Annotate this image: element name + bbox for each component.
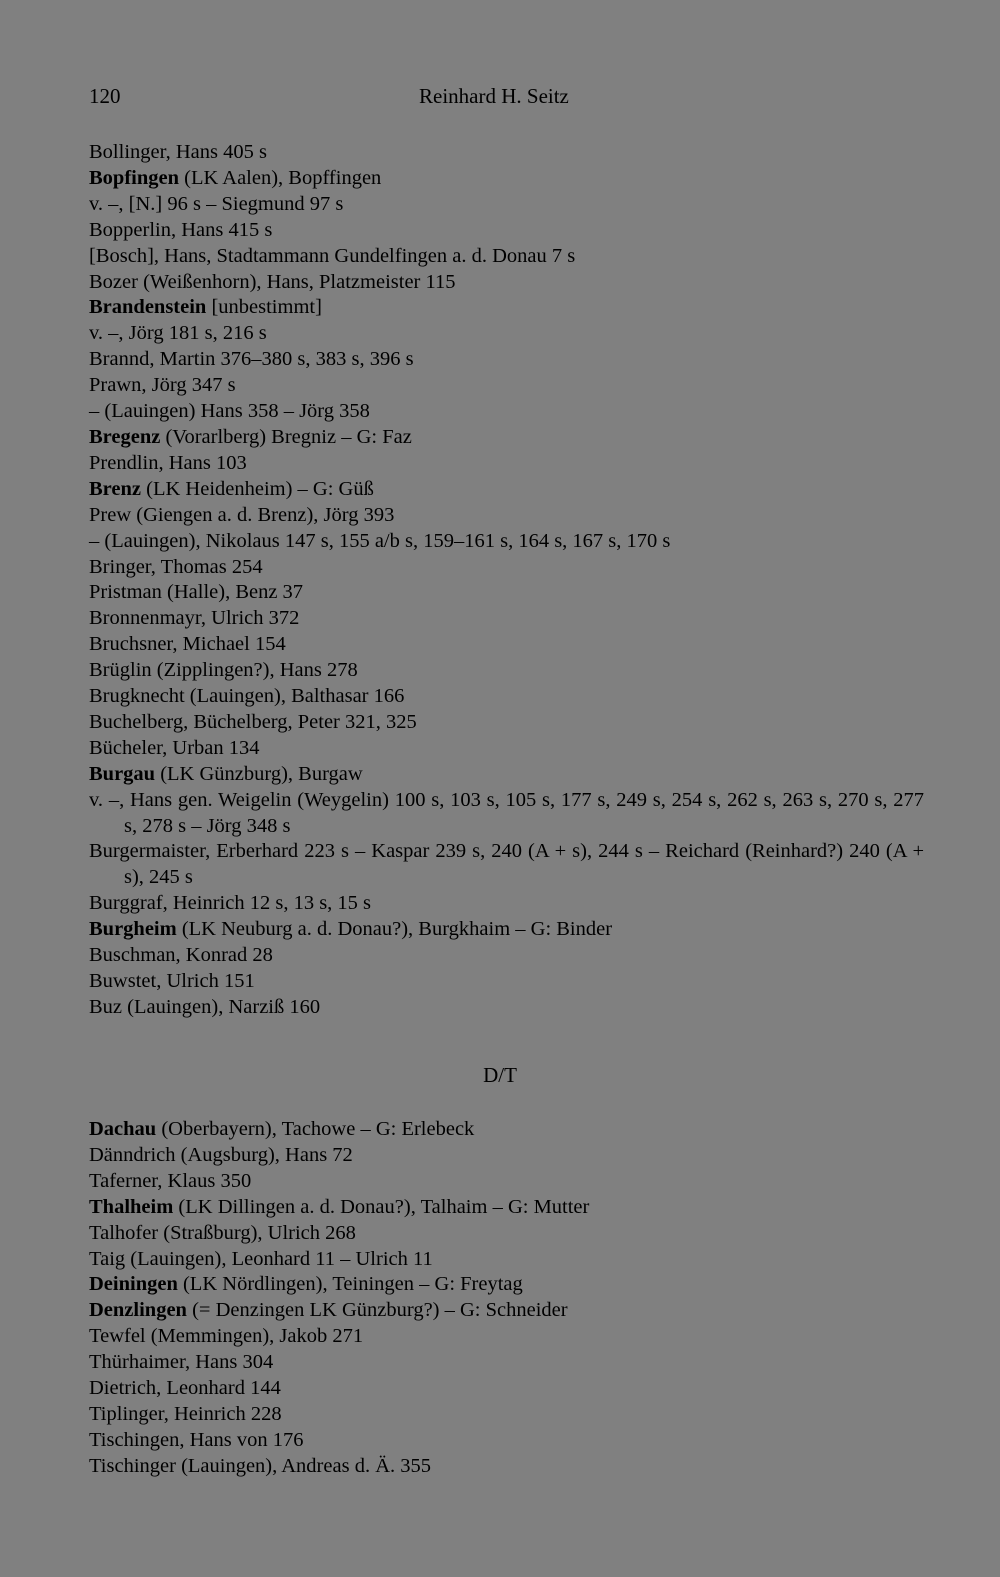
index-entry-text: Tewfel (Memmingen), Jakob 271 <box>89 1325 364 1348</box>
index-entry <box>89 373 924 399</box>
index-entry <box>89 218 924 244</box>
index-entry-text: (LK Dillingen a. d. Donau?), Talhaim – G: Mutter <box>173 1195 590 1218</box>
index-entry-text: Bücheler, Urban 134 <box>89 736 260 759</box>
index-entry <box>89 451 924 477</box>
index-entry-text: Bozer (Weißenhorn), Hans, Platzmeister 115 <box>89 270 456 293</box>
index-entry-text: Bringer, Thomas 254 <box>89 555 263 578</box>
index-entry-place: Bregenz <box>89 425 161 448</box>
index-entry <box>89 632 924 658</box>
index-entry-text: (Vorarlberg) Bregniz – G: Faz <box>160 425 412 448</box>
index-entry <box>89 503 924 529</box>
index-entry <box>89 684 924 710</box>
index-entry <box>89 943 924 969</box>
index-entry <box>89 1350 924 1376</box>
index-entry <box>89 995 924 1021</box>
index-entry-place: Brenz <box>89 477 142 500</box>
index-entry-text: (Oberbayern), Tachowe – G: Erlebeck <box>156 1118 475 1140</box>
index-entry <box>89 321 924 347</box>
index-entry-text: Buz (Lauingen), Narziß 160 <box>89 995 321 1018</box>
index-entry-text: [Bosch], Hans, Stadtammann Gundelfingen a. d. Donau 7 s <box>89 244 576 267</box>
index-entry <box>89 166 924 192</box>
index-entry <box>89 1272 924 1298</box>
index-entry <box>89 425 924 451</box>
index-entry <box>89 1428 924 1454</box>
index-entry <box>89 1247 924 1273</box>
index-entry-text: Talhofer (Straßburg), Ulrich 268 <box>89 1221 356 1244</box>
index-entry <box>89 1298 924 1324</box>
index-entry <box>89 1454 924 1480</box>
index-entry <box>89 736 924 762</box>
index-entry-place: Bopfingen <box>89 166 179 189</box>
index-entry <box>89 477 924 503</box>
index-entry-text: Tiplinger, Heinrich 228 <box>89 1402 282 1425</box>
index-entry <box>89 244 924 270</box>
index-entry-text: Buschman, Konrad 28 <box>89 944 273 967</box>
index-section-d <box>89 1117 924 1480</box>
index-entry <box>89 1324 924 1350</box>
index-entry-text: Burggraf, Heinrich 12 s, 13 s, 15 s <box>89 892 372 915</box>
index-section-b <box>89 140 924 1021</box>
index-entry <box>89 606 924 632</box>
page-number: 120 <box>89 84 121 108</box>
index-entry-text: (LK Heidenheim) – G: Güß <box>141 477 374 500</box>
index-entry-text: Dänndrich (Augsburg), Hans 72 <box>89 1143 353 1166</box>
index-entry-text: – (Lauingen), Nikolaus 147 s, 155 a/b s, 159–161 s, 164 s, 167 s, 170 s <box>89 529 671 552</box>
index-entry-place: Dachau <box>89 1118 157 1140</box>
index-entry-place: Burgheim <box>89 918 177 941</box>
index-entry-text: Prawn, Jörg 347 s <box>89 374 236 397</box>
index-entry-text: Bronnenmayr, Ulrich 372 <box>89 607 300 630</box>
index-entry-place: Thalheim <box>89 1195 174 1218</box>
index-entry-place: Brandenstein <box>89 296 207 319</box>
index-entry <box>89 580 924 606</box>
index-entry-text: Bruchsner, Michael 154 <box>89 633 286 656</box>
index-entry-text: Thürhaimer, Hans 304 <box>89 1351 274 1374</box>
index-entry-text: Brannd, Martin 376–380 s, 383 s, 396 s <box>89 348 414 371</box>
index-entry <box>89 140 924 166</box>
index-entry-text: Buwstet, Ulrich 151 <box>89 970 255 992</box>
index-entry-text: Dietrich, Leonhard 144 <box>89 1377 281 1400</box>
index-entry-text: Bopperlin, Hans 415 s <box>89 218 273 241</box>
index-entry <box>89 295 924 321</box>
page-header <box>89 84 919 114</box>
index-entry-place: Burgau <box>89 762 156 785</box>
index-entry <box>89 839 924 891</box>
index-entry <box>89 399 924 425</box>
index-entry-text: (LK Günzburg), Burgaw <box>155 762 363 785</box>
index-entry-text: Burgermaister, Erberhard 223 s – Kaspar 239 s, 240 (A + s), 244 s – Reichard (Reinhard?) 240 (A + s), 245 s <box>89 840 924 889</box>
index-entry-text: v. –, [N.] 96 s – Siegmund 97 s <box>89 192 344 215</box>
index-entry-text: Taig (Lauingen), Leonhard 11 – Ulrich 11 <box>89 1247 433 1270</box>
index-entry-place: Deiningen <box>89 1273 178 1296</box>
index-entry-text: Pristman (Halle), Benz 37 <box>89 581 304 604</box>
index-entry <box>89 1402 924 1428</box>
index-entry <box>89 1195 924 1221</box>
index-entry-text: v. –, Hans gen. Weigelin (Weygelin) 100 s, 103 s, 105 s, 177 s, 249 s, 254 s, 262 s, 263 s, 270 s, 277 s, 278 s – Jörg 348 s <box>89 788 924 837</box>
index-entry-text: – (Lauingen) Hans 358 – Jörg 358 <box>89 400 370 423</box>
index-entry <box>89 891 924 917</box>
index-entry <box>89 1169 924 1195</box>
index-entry <box>89 1376 924 1402</box>
index-entry-text: Tischingen, Hans von 176 <box>89 1428 304 1451</box>
index-entry-text: (LK Nördlingen), Teiningen – G: Freytag <box>177 1273 523 1296</box>
index-entry <box>89 555 924 581</box>
index-entry-text: Brugknecht (Lauingen), Balthasar 166 <box>89 685 405 708</box>
index-entry <box>89 1117 924 1143</box>
index-entry-text: Tischinger (Lauingen), Andreas d. Ä. 355 <box>89 1454 431 1477</box>
index-entry-text: [unbestimmt] <box>206 296 322 319</box>
running-head: Reinhard H. Seitz <box>419 84 569 108</box>
section-heading: D/T <box>483 1063 517 1087</box>
index-entry-text: Buchelberg, Büchelberg, Peter 321, 325 <box>89 710 417 733</box>
index-entry <box>89 347 924 373</box>
index-entry-text: v. –, Jörg 181 s, 216 s <box>89 322 267 345</box>
index-entry <box>89 658 924 684</box>
index-entry-text: Bollinger, Hans 405 s <box>89 141 267 163</box>
index-entry <box>89 917 924 943</box>
index-entry <box>89 969 924 995</box>
index-entry <box>89 270 924 296</box>
index-entry-text: (LK Neuburg a. d. Donau?), Burgkhaim – G: Binder <box>176 918 613 941</box>
index-entry-text: Prew (Giengen a. d. Brenz), Jörg 393 <box>89 503 395 526</box>
index-entry-text: Brüglin (Zipplingen?), Hans 278 <box>89 659 358 682</box>
index-entry <box>89 1221 924 1247</box>
index-entry-text: (LK Aalen), Bopffingen <box>179 166 382 189</box>
index-entry <box>89 710 924 736</box>
index-entry <box>89 788 924 840</box>
index-entry <box>89 529 924 555</box>
index-entry <box>89 192 924 218</box>
index-entry-text: Taferner, Klaus 350 <box>89 1169 252 1192</box>
index-entry-place: Denzlingen <box>89 1299 187 1322</box>
index-entry <box>89 1143 924 1169</box>
index-entry <box>89 762 924 788</box>
index-entry-text: (= Denzingen LK Günzburg?) – G: Schneider <box>186 1299 568 1322</box>
index-entry-text: Prendlin, Hans 103 <box>89 451 247 474</box>
